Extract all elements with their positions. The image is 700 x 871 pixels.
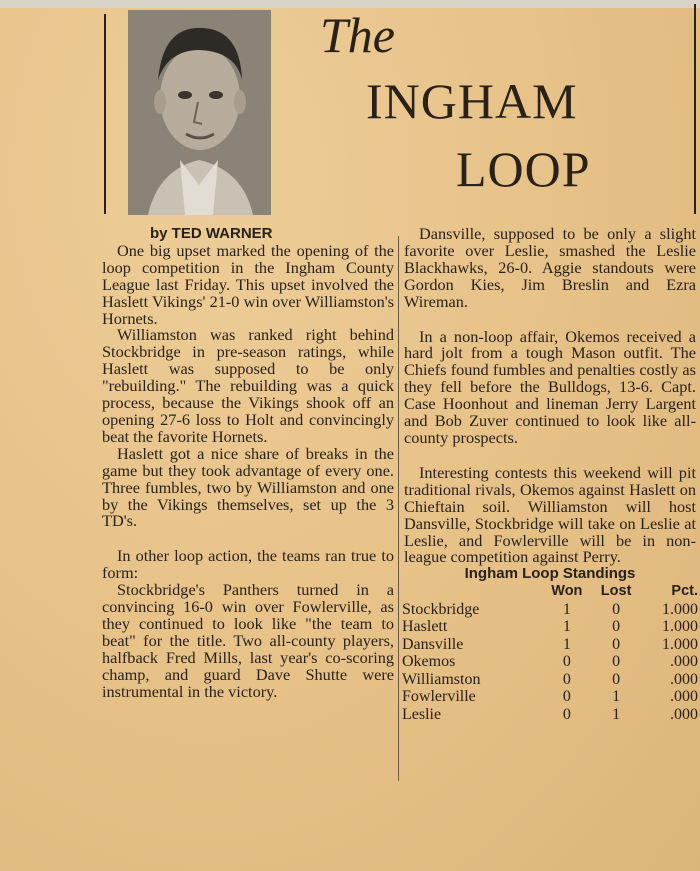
right-paragraph: Dansville, supposed to be only a slight favorite over Leslie, smashed the Leslie Blackhawks, 26-0. Aggie standouts were Gordon Kies, Jim Breslin and Ezra Wireman.	[404, 224, 696, 311]
right-rule	[694, 4, 696, 214]
lost: 1	[612, 688, 621, 706]
table-row	[402, 636, 698, 654]
team-name: Dansville	[402, 635, 464, 653]
pct: .000	[670, 688, 698, 706]
header-won: Won	[551, 583, 583, 600]
left-paragraph: One big upset marked the opening of the loop competition in the Ingham County League last Friday. This upset involved the Haslett Vikings' 21-0 win over Williamston's Hornets.	[102, 240, 394, 328]
left-paragraph: Stockbridge's Panthers turned in a convincing 16-0 win over Fowlerville, as they continued to look like "the team to beat" for the title. Two all-county players, halfback Fred Mills, last year's co-scoring champ, and guard Dave Shutte were instrumental in the victory.	[102, 580, 394, 701]
won: 0	[562, 705, 571, 723]
won: 1	[562, 600, 571, 618]
won: 0	[562, 653, 571, 671]
lost: 0	[612, 670, 621, 688]
left-rule	[104, 14, 106, 214]
standings-title: Ingham Loop Standings	[464, 565, 636, 583]
author-photo	[128, 10, 271, 215]
left-paragraph: In other loop action, the teams ran true to form:	[102, 546, 394, 583]
won: 1	[562, 635, 571, 653]
pct: 1.000	[662, 600, 698, 618]
pct: .000	[670, 653, 698, 671]
left-paragraph: Williamston was ranked right behind Stockbridge in pre-season ratings, while Haslett was supposed to be only "rebuilding." The rebuilding was a quick process, because the Vikings shook off an opening 27-6 loss to Holt and convincingly beat the favorite Hornets.	[102, 325, 394, 446]
headline-the: The	[320, 7, 395, 63]
header-pct: Pct.	[671, 583, 698, 600]
team-name: Fowlerville	[402, 688, 476, 706]
pct: .000	[670, 705, 698, 723]
left-paragraph: Haslett got a nice share of breaks in the game but they took advantage of every one. Three fumbles, two by Williamston and one by the Vikings themselves, set up the 3 TD's.	[102, 443, 394, 531]
right-column	[404, 226, 696, 723]
table-row	[402, 618, 698, 636]
pct: 1.000	[662, 618, 698, 636]
won: 1	[562, 618, 571, 636]
won: 0	[562, 688, 571, 706]
headline-loop: LOOP	[456, 141, 591, 197]
lost: 0	[612, 600, 621, 618]
byline: by TED WARNER	[150, 225, 273, 242]
table-row	[402, 601, 698, 619]
pct: .000	[670, 670, 698, 688]
left-column	[102, 226, 394, 700]
lost: 0	[612, 618, 621, 636]
lost: 0	[612, 653, 621, 671]
header-lost: Lost	[600, 583, 632, 600]
lost: 0	[612, 635, 621, 653]
pct: 1.000	[662, 635, 698, 653]
header-team	[402, 583, 542, 601]
team-name: Stockbridge	[402, 600, 480, 618]
headline-ingham: INGHAM	[366, 73, 578, 129]
table-row	[402, 653, 698, 671]
table-row	[402, 706, 698, 724]
table-row	[402, 688, 698, 706]
lost: 1	[612, 705, 621, 723]
table-row	[402, 671, 698, 689]
team-name: Leslie	[402, 705, 442, 723]
standings-header-row	[402, 583, 698, 601]
team-name: Williamston	[402, 670, 481, 688]
team-name: Okemos	[402, 653, 456, 671]
team-name: Haslett	[402, 618, 448, 636]
right-paragraph: In a non-loop affair, Okemos received a hard jolt from a tough Mason outfit. The Chiefs found fumbles and penalties costly as they fell before the Bulldogs, 13-6. Capt. Case Hoonhout and lineman Jerry Largent and Bob Zuver continued to look like all-county prospects.	[404, 326, 696, 447]
standings-table	[402, 583, 698, 723]
column-divider	[398, 236, 399, 781]
right-paragraph: Interesting contests this weekend will pit traditional rivals, Okemos against Haslett on Chieftain soil. Williamston will host Dansville, Stockbridge will take on Leslie at Leslie, and Fowlerville will be in non-league competition against Perry.	[404, 462, 696, 567]
won: 0	[562, 670, 571, 688]
